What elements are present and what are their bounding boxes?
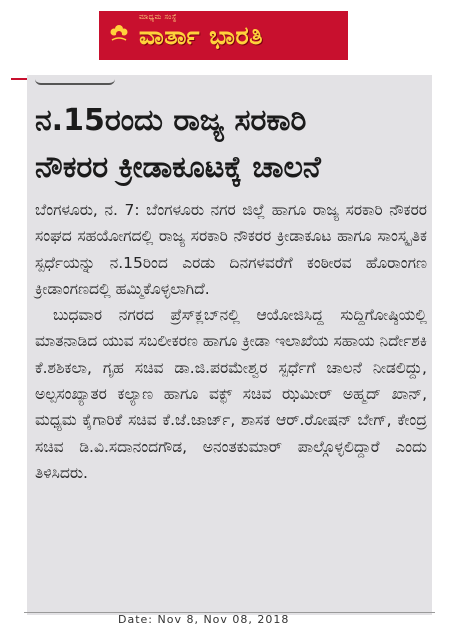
newspaper-clipping xyxy=(27,75,432,615)
previous-article-fragment xyxy=(35,77,115,85)
article-paragraph-1: ಬೆಂಗಳೂರು, ನ. 7: ಬೆಂಗಳೂರು ನಗರ ಜಿಲ್ಲೆ ಹಾಗೂ ರಾಜ್ಯ ಸರಕಾರಿ ನೌಕರರ ಸಂಘದ ಸಹಯೋಗದಲ್ಲಿ ರಾಜ್ಯ ಸರಕಾರಿ ನೌಕರರ ಕ್ರೀಡಾಕೂಟ ಹಾಗೂ ಸಾಂಸ್ಕೃತಿಕ ಸ್ಪರ್ಧೆಯನ್ನು ನ.15ರಿಂದ ಎರಡು ದಿನಗಳವರೆಗೆ ಕಂಠೀರವ ಹೊರಾಂಗಣ ಕ್ರೀಡಾಂಗಣದಲ್ಲಿ ಹಮ್ಮಿಕೊಳ್ಳಲಾಗಿದೆ. xyxy=(35,201,427,298)
article-paragraph-2: ಬುಧವಾರ ನಗರದ ಪ್ರೆಸ್‌ಕ್ಲಬ್‌ನಲ್ಲಿ ಆಯೋಜಿಸಿದ್ದ ಸುದ್ದಿಗೋಷ್ಠಿಯಲ್ಲಿ ಮಾತನಾಡಿದ ಯುವ ಸಬಲೀಕರಣ ಹಾಗೂ ಕ್ರೀಡಾ ಇಲಾಖೆಯ ಸಹಾಯ ನಿರ್ದೇಶಕಿ ಕೆ.ಶಶಿಕಲಾ, ಗೃಹ ಸಚಿವ ಡಾ.ಜಿ.ಪರಮೇಶ್ವರ ಸ್ಪರ್ಧೆಗೆ ಚಾಲನೆ ನೀಡಲಿದ್ದು, ಅಲ್ಪಸಂಖ್ಯಾತರ ಕಲ್ಯಾಣ ಹಾಗೂ ವಕ್ಫ್ ಸಚಿವ ಝಮೀರ್ ಅಹ್ಮದ್ ಖಾನ್, ಮಧ್ಯಮ ಕೈಗಾರಿಕೆ ಸಚಿವ ಕೆ.ಜೆ.ಜಾರ್ಜ್, ಶಾಸಕ ಆರ್.ರೋಷನ್ ಬೇಗ್, ಕೇಂದ್ರ ಸಚಿವ ಡಿ.ವಿ.ಸದಾನಂದಗೌಡ, ಅನಂತಕುಮಾರ್ ಪಾಲ್ಗೊಳ್ಳಲಿದ್ದಾರೆ ಎಂದು ತಿಳಿಸಿದರು. xyxy=(35,306,427,482)
headline-line-2: ನೌಕರರ ಕ್ರೀಡಾಕೂಟಕ್ಕೆ ಚಾಲನೆ xyxy=(35,150,321,185)
masthead-tagline: ಮಾಧ್ಯಮ ಸಂಸ್ಥೆ xyxy=(139,13,178,21)
masthead-logo xyxy=(99,11,348,60)
footer-date: Date: Nov 8, Nov 08, 2018 xyxy=(118,613,290,626)
masthead-title: ವಾರ್ತಾ ಭಾರತಿ xyxy=(139,21,263,50)
headline-line-1: ನ.15ರಂದು ರಾಜ್ಯ ಸರಕಾರಿ xyxy=(35,103,307,138)
flower-emblem-icon xyxy=(106,20,132,46)
article-body xyxy=(35,197,427,486)
article-headline xyxy=(35,97,427,191)
